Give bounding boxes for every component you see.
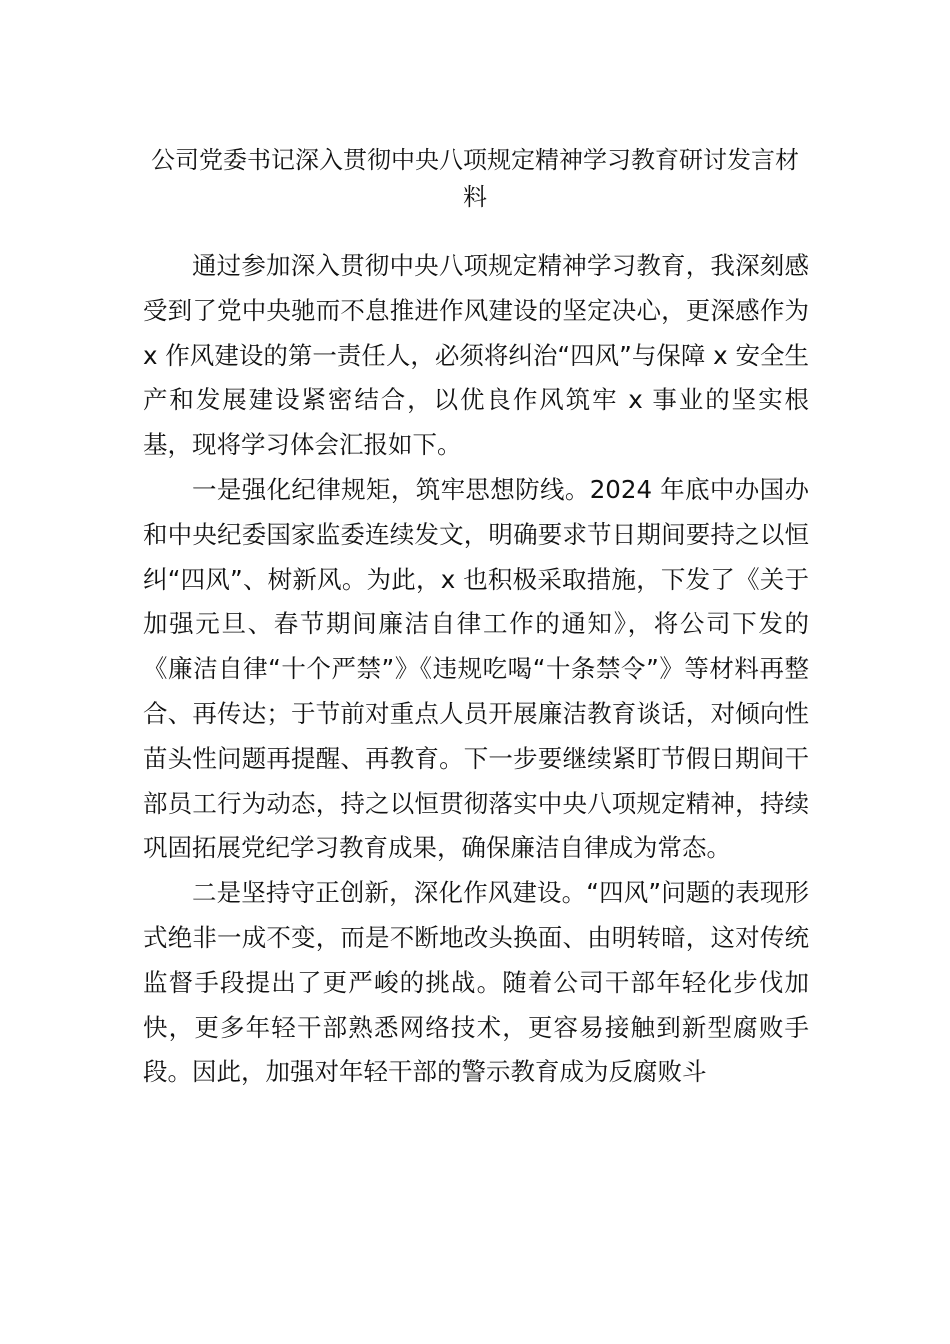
document-body: [143, 244, 809, 1095]
paragraph-point-one: 一是强化纪律规矩，筑牢思想防线。2024 年底中办国办和中央纪委国家监委连续发文，明确要求节日期间要持之以恒纠“四风”、树新风。为此，x 也积极采取措施，下发了《关于加强元旦、春节期间廉洁自律工作的通知》，将公司下发的《廉洁自律“十个严禁”》《违规吃喝“十条禁令”》等材料再整合、再传达；于节前对重点人员开展廉洁教育谈话，对倾向性苗头性问题再提醒、再教育。下一步要继续紧盯节假日期间干部员工行为动态，持之以恒贯彻落实中央八项规定精神，持续巩固拓展党纪学习教育成果，确保廉洁自律成为常态。: [143, 474, 809, 863]
paragraph-point-two: 二是坚持守正创新，深化作风建设。“四风”问题的表现形式绝非一成不变，而是不断地改头换面、由明转暗，这对传统监督手段提出了更严峻的挑战。随着公司干部年轻化步伐加快，更多年轻干部熟悉网络技术，更容易接触到新型腐败手段。因此，加强对年轻干部的警示教育成为反腐败斗: [143, 878, 809, 1087]
document-title: 公司党委书记深入贯彻中央八项规定精神学习教育研讨发言材料: [151, 146, 799, 211]
paragraph-intro: 通过参加深入贯彻中央八项规定精神学习教育，我深刻感受到了党中央驰而不息推进作风建设的坚定决心，更深感作为 x 作风建设的第一责任人，必须将纠治“四风”与保障 x 安全生产和发展建设紧密结合，以优良作风筑牢 x 事业的坚实根基，现将学习体会汇报如下。: [143, 251, 809, 460]
